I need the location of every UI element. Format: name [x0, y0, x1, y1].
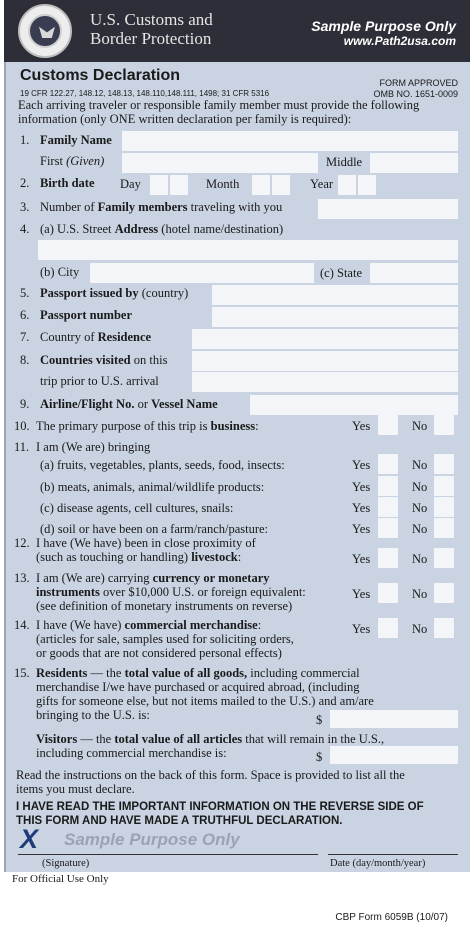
family-members-label: Number of Family members traveling with you — [40, 200, 283, 214]
q13-yes-box[interactable] — [378, 583, 398, 603]
day-digit-1[interactable] — [150, 175, 168, 195]
signature-line[interactable] — [18, 854, 318, 855]
countries-visited-field-1[interactable] — [192, 351, 458, 371]
q11b-yes-box[interactable] — [378, 476, 398, 496]
address-field[interactable] — [38, 240, 458, 260]
visitors-line1: Visitors — the total value of all articles that will remain in the U.S., — [36, 732, 385, 746]
signature-mark: X — [20, 824, 39, 854]
q11c-yes-label: Yes — [352, 501, 371, 515]
q11b-no-box[interactable] — [434, 476, 454, 496]
month-digit-2[interactable] — [272, 175, 290, 195]
form-number: CBP Form 6059B (10/07) — [335, 912, 448, 923]
q14-yes-label: Yes — [352, 622, 371, 636]
residence-field[interactable] — [192, 329, 458, 349]
residents-value-field[interactable] — [330, 710, 458, 728]
q11b-no-label: No — [412, 480, 428, 494]
residents-dollar: $ — [316, 713, 323, 727]
q11a-yes-box[interactable] — [378, 454, 398, 474]
month-label: Month — [206, 177, 240, 191]
q12-yes-label: Yes — [352, 552, 371, 566]
instructions-line2: items you must declare. — [16, 782, 135, 796]
q10-no-box[interactable] — [434, 415, 454, 435]
q11d-yes-box[interactable] — [378, 518, 398, 538]
first-name-label: First (Given) — [40, 154, 105, 168]
q8-number: 8. — [20, 353, 30, 367]
q7-number: 7. — [20, 330, 30, 344]
q13-line1: I am (We are) carrying currency or monetary — [36, 571, 270, 585]
countries-visited-label: Countries visited on this — [40, 353, 168, 367]
q14-line2: (articles for sale, samples used for soliciting orders, — [36, 632, 294, 646]
state-label: (c) State — [320, 266, 362, 280]
q11d-no-box[interactable] — [434, 518, 454, 538]
passport-number-label: Passport number — [40, 308, 133, 322]
q10-number: 10. — [14, 419, 30, 433]
date-line[interactable] — [328, 854, 458, 855]
q11c-yes-box[interactable] — [378, 497, 398, 517]
q10-yes-box[interactable] — [378, 415, 398, 435]
residents-line3: gifts for someone else, but not items mailed to the U.S.) and am/are — [36, 694, 374, 708]
q13-line2: instruments over $10,000 U.S. or foreign equivalent: — [36, 585, 306, 599]
day-digit-2[interactable] — [170, 175, 188, 195]
q2-number: 2. — [20, 176, 30, 190]
signature-sample-watermark: Sample Purpose Only — [64, 830, 240, 849]
passport-issued-field[interactable] — [212, 285, 458, 305]
middle-name-label: Middle — [326, 155, 363, 169]
residence-label: Country of Residence — [40, 330, 152, 344]
middle-name-field[interactable] — [370, 153, 458, 173]
q11d-label: (d) soil or have been on a farm/ranch/pasture: — [40, 522, 269, 536]
dhs-seal-icon — [18, 4, 72, 58]
year-label: Year — [310, 177, 334, 191]
city-label: (b) City — [40, 265, 80, 279]
instructions-line1: Read the instructions on the back of this form. Space is provided to list all the — [16, 768, 405, 782]
q10-no-label: No — [412, 419, 428, 433]
q12-yes-box[interactable] — [378, 548, 398, 568]
official-use-label: For Official Use Only — [12, 873, 109, 885]
q14-no-label: No — [412, 622, 428, 636]
declaration-line2: THIS FORM AND HAVE MADE A TRUTHFUL DECLARATION. — [16, 815, 343, 827]
q10-yes-label: Yes — [352, 419, 371, 433]
countries-visited-label-2: trip prior to U.S. arrival — [40, 374, 159, 388]
visitors-line2: including commercial merchandise is: — [36, 746, 227, 760]
q11c-no-box[interactable] — [434, 497, 454, 517]
q11a-no-box[interactable] — [434, 454, 454, 474]
q5-number: 5. — [20, 286, 30, 300]
q12-no-box[interactable] — [434, 548, 454, 568]
state-field[interactable] — [370, 263, 458, 283]
q13-no-label: No — [412, 587, 428, 601]
residents-line2: merchandise I/we have purchased or acquired abroad, (including — [36, 680, 360, 694]
family-name-field[interactable] — [122, 131, 458, 151]
q12-no-label: No — [412, 552, 428, 566]
q13-no-box[interactable] — [434, 583, 454, 603]
declaration-form — [4, 62, 470, 872]
passport-number-field[interactable] — [212, 307, 458, 327]
day-label: Day — [120, 177, 141, 191]
cfr-reference: 19 CFR 122.27, 148.12, 148.13, 148.110,148.111, 1498; 31 CFR 5316 — [20, 89, 270, 98]
q15-number: 15. — [14, 666, 30, 680]
q6-number: 6. — [20, 308, 30, 322]
q9-number: 9. — [20, 397, 30, 411]
family-name-label: Family Name — [40, 133, 112, 147]
birth-date-label: Birth date — [40, 176, 95, 190]
q14-number: 14. — [14, 618, 30, 632]
eagle-icon — [39, 24, 55, 38]
q12-line1: I have (We have) been in close proximity of — [36, 536, 256, 550]
agency-name: U.S. Customs and Border Protection — [90, 10, 213, 48]
address-label: (a) U.S. Street Address (hotel name/destination) — [40, 222, 284, 236]
declaration-line1: I HAVE READ THE IMPORTANT INFORMATION ON THE REVERSE SIDE OF — [16, 801, 424, 813]
year-digit-2[interactable] — [358, 175, 376, 195]
q11d-no-label: No — [412, 522, 428, 536]
airline-label: Airline/Flight No. or Vessel Name — [40, 397, 218, 411]
sample-banner: Sample Purpose Only www.Path2usa.com — [311, 18, 456, 48]
residents-line1: Residents — the total value of all goods, including commercial — [36, 666, 360, 680]
cbp-header — [4, 0, 470, 62]
form-approved: FORM APPROVED OMB NO. 1651-0009 — [373, 78, 458, 99]
visitors-dollar: $ — [316, 750, 323, 764]
q11-number: 11. — [14, 440, 30, 454]
family-members-field[interactable] — [318, 199, 458, 219]
city-field[interactable] — [90, 263, 314, 283]
first-name-field[interactable] — [122, 153, 318, 173]
q11a-yes-label: Yes — [352, 458, 371, 472]
q4-number: 4. — [20, 222, 30, 236]
q13-line3: (see definition of monetary instruments on reverse) — [36, 599, 293, 613]
visitors-value-field[interactable] — [330, 746, 458, 764]
q11a-no-label: No — [412, 458, 428, 472]
q11a-label: (a) fruits, vegetables, plants, seeds, food, insects: — [40, 458, 285, 472]
passport-issued-label: Passport issued by (country) — [40, 286, 189, 300]
q14-yes-box[interactable] — [378, 618, 398, 638]
q1-number: 1. — [20, 133, 30, 147]
q14-line1: I have (We have) commercial merchandise: — [36, 618, 262, 632]
q13-yes-label: Yes — [352, 587, 371, 601]
q12-number: 12. — [14, 536, 30, 550]
q11b-yes-label: Yes — [352, 480, 371, 494]
residents-line4: bringing to the U.S. is: — [36, 708, 150, 722]
q11c-label: (c) disease agents, cell cultures, snails: — [40, 501, 234, 515]
business-label: The primary purpose of this trip is business: — [36, 419, 259, 433]
seal-center — [28, 14, 62, 48]
countries-visited-field-2[interactable] — [192, 372, 458, 392]
signature-label: (Signature) — [42, 858, 90, 869]
form-intro: Each arriving traveler or responsible family member must provide the following information (only ONE written declaration per family is required): — [18, 98, 420, 126]
q11d-yes-label: Yes — [352, 522, 371, 536]
month-digit-1[interactable] — [252, 175, 270, 195]
q14-no-box[interactable] — [434, 618, 454, 638]
q13-number: 13. — [14, 571, 30, 585]
form-title: Customs Declaration — [20, 67, 181, 84]
airline-field[interactable] — [250, 395, 458, 415]
bringing-label: I am (We are) bringing — [36, 440, 151, 454]
q12-line2: (such as touching or handling) livestock: — [36, 550, 242, 564]
q11c-no-label: No — [412, 501, 428, 515]
q11b-label: (b) meats, animals, animal/wildlife products: — [40, 480, 265, 494]
year-digit-1[interactable] — [338, 175, 356, 195]
date-label: Date (day/month/year) — [330, 858, 426, 869]
q3-number: 3. — [20, 200, 30, 214]
q14-line3: or goods that are not considered personal effects) — [36, 646, 282, 660]
